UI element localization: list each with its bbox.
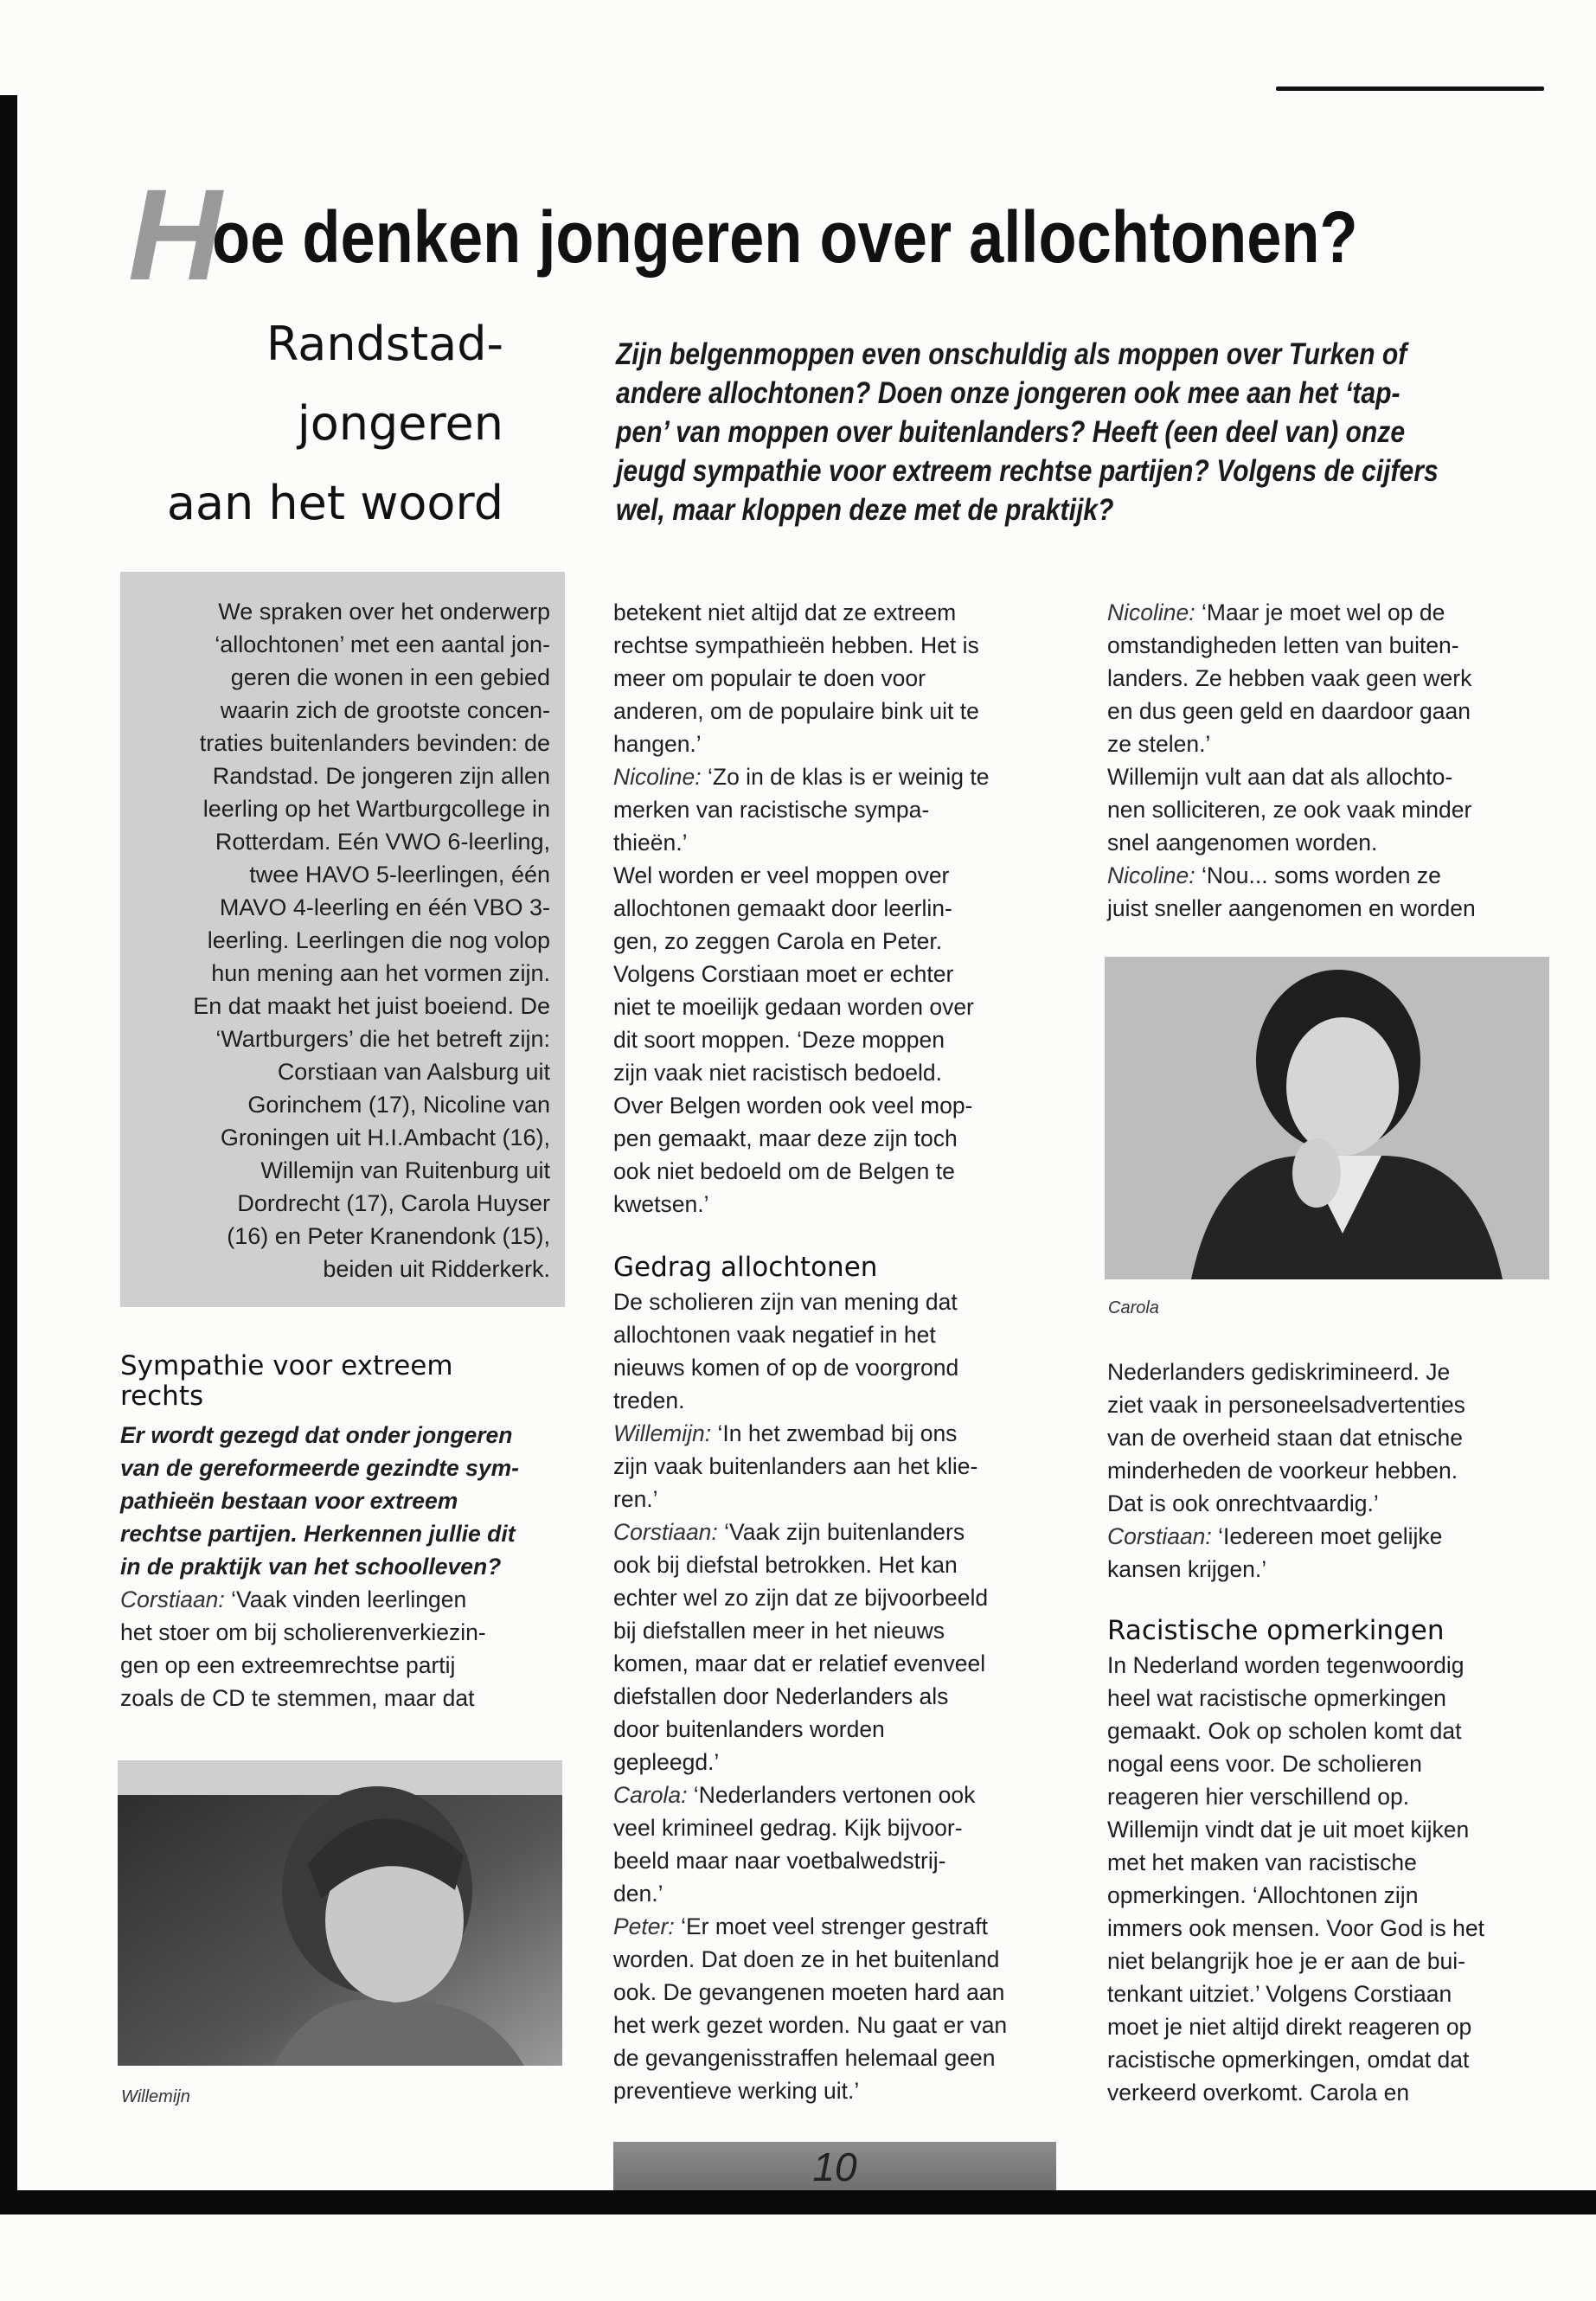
quote-text: ‘Zo in de klas is er weinig te bbox=[701, 764, 990, 790]
top-rule bbox=[1276, 87, 1544, 91]
text-line: racistische opmerkingen, omdat dat bbox=[1107, 2047, 1470, 2073]
speaker-name: Carola: bbox=[613, 1782, 688, 1808]
page-title: oe denken jongeren over allochtonen? bbox=[212, 196, 1358, 278]
text-line: Willemijn van Ruitenburg uit bbox=[260, 1157, 550, 1183]
photo-willemijn bbox=[118, 1760, 562, 2066]
quote-text: ‘Nou... soms worden ze bbox=[1195, 862, 1441, 888]
text-line bbox=[120, 1583, 486, 1616]
text-line: Dordrecht (17), Carola Huyser bbox=[237, 1190, 550, 1216]
heading-sympathie bbox=[120, 1351, 453, 1412]
text-line bbox=[1107, 1520, 1465, 1553]
scan-border-bottom bbox=[0, 2190, 1596, 2214]
text-line: wel, maar kloppen deze met de praktijk? bbox=[616, 493, 1114, 527]
text-line: kwetsen.’ bbox=[613, 1191, 709, 1217]
text-line: niet te moeilijk gedaan worden over bbox=[613, 994, 974, 1020]
text-line: ze stelen.’ bbox=[1107, 731, 1211, 757]
subtitle-line: Randstad- bbox=[266, 317, 503, 371]
text-line bbox=[1107, 859, 1476, 892]
text-line: Gorinchem (17), Nicoline van bbox=[247, 1092, 550, 1118]
text-line: merken van racistische sympa- bbox=[613, 797, 930, 823]
text-line: Willemijn vindt dat je uit moet kijken bbox=[1107, 1817, 1470, 1843]
text-line: We spraken over het onderwerp bbox=[218, 599, 550, 625]
text-line: ook bij diefstal betrokken. Het kan bbox=[613, 1552, 958, 1578]
quote-text: ‘Vaak zijn buitenlanders bbox=[717, 1519, 965, 1545]
interview-question bbox=[120, 1419, 519, 1583]
right-body bbox=[1107, 1649, 1484, 2109]
text-line: verkeerd overkomt. Carola en bbox=[1107, 2080, 1410, 2106]
text-line: Rotterdam. Eén VWO 6-leerling, bbox=[215, 829, 550, 855]
text-line: nieuws komen of op de voorgrond bbox=[613, 1355, 959, 1381]
text-line: gen, zo zeggen Carola en Peter. bbox=[613, 928, 943, 954]
text-line: bij diefstallen meer in het nieuws bbox=[613, 1618, 945, 1644]
text-line: moet je niet altijd direkt reageren op bbox=[1107, 2014, 1472, 2040]
text-line bbox=[613, 760, 990, 793]
text-line: ‘Wartburgers’ die het betreft zijn: bbox=[215, 1026, 550, 1052]
text-line bbox=[613, 1910, 1007, 1943]
text-line: En dat maakt het juist boeiend. De bbox=[193, 993, 550, 1019]
text-line: heel wat racistische opmerkingen bbox=[1107, 1685, 1446, 1711]
text-line: door buitenlanders worden bbox=[613, 1716, 885, 1742]
right-mid-body bbox=[1107, 1356, 1465, 1586]
text-line: ook niet bedoeld om de Belgen te bbox=[613, 1158, 955, 1184]
text-line: jeugd sympathie voor extreem rechtse partijen? Volgens de cijfers bbox=[616, 454, 1439, 488]
info-box-text bbox=[120, 595, 550, 1285]
text-line: dit soort moppen. ‘Deze moppen bbox=[613, 1027, 945, 1053]
text-line: ‘allochtonen’ met een aantal jon- bbox=[215, 631, 550, 657]
text-line: juist sneller aangenomen en worden bbox=[1107, 895, 1476, 921]
text-line: andere allochtonen? Doen onze jongeren ook mee aan het ‘tap- bbox=[616, 376, 1401, 410]
text-line: Wel worden er veel moppen over bbox=[613, 862, 950, 888]
text-line: Er wordt gezegd dat onder jongeren bbox=[120, 1422, 513, 1448]
text-line: nogal eens voor. De scholieren bbox=[1107, 1751, 1422, 1777]
quote-text: ‘Er moet veel strenger gestraft bbox=[674, 1913, 989, 1939]
speaker-name: Nicoline: bbox=[1107, 599, 1195, 625]
text-line bbox=[1107, 596, 1476, 629]
quote-text: ‘Nederlanders vertonen ook bbox=[687, 1782, 976, 1808]
text-line: het stoer om bij scholierenverkiezin- bbox=[120, 1619, 486, 1645]
speaker-name: Willemijn: bbox=[613, 1420, 712, 1446]
right-top-body bbox=[1107, 596, 1476, 925]
heading-line: Sympathie voor extreem bbox=[120, 1350, 453, 1381]
text-line: beeld maar naar voetbalwedstrij- bbox=[613, 1848, 946, 1874]
text-line: kansen krijgen.’ bbox=[1107, 1556, 1267, 1582]
text-line: in de praktijk van het schoolleven? bbox=[120, 1554, 502, 1580]
title-initial: H bbox=[128, 162, 222, 307]
subtitle bbox=[87, 304, 503, 543]
text-line: Willemijn vult aan dat als allochto- bbox=[1107, 764, 1453, 790]
heading-line: rechts bbox=[120, 1381, 204, 1412]
text-line: tenkant uitziet.’ Volgens Corstiaan bbox=[1107, 1981, 1452, 2007]
middle-body bbox=[613, 1285, 1007, 2107]
text-line: De scholieren zijn van mening dat bbox=[613, 1289, 958, 1315]
text-line: preventieve werking uit.’ bbox=[613, 2078, 860, 2104]
text-line: treden. bbox=[613, 1388, 685, 1413]
page-number: 10 bbox=[812, 2144, 857, 2189]
text-line: twee HAVO 5-leerlingen, één bbox=[249, 862, 550, 888]
text-line: MAVO 4-leerling en één VBO 3- bbox=[219, 894, 550, 920]
text-line: de gevangenisstraffen helemaal geen bbox=[613, 2045, 996, 2071]
text-line: (16) en Peter Kranendonk (15), bbox=[227, 1223, 550, 1249]
text-line: komen, maar dat er relatief evenveel bbox=[613, 1650, 986, 1676]
text-line: leerling op het Wartburgcollege in bbox=[202, 796, 550, 822]
text-line: omstandigheden letten van buiten- bbox=[1107, 632, 1459, 658]
text-line: met het maken van racistische bbox=[1107, 1849, 1417, 1875]
text-line: pen gemaakt, maar deze zijn toch bbox=[613, 1125, 958, 1151]
text-line: Nederlanders gediskrimineerd. Je bbox=[1107, 1359, 1451, 1385]
text-line: ren.’ bbox=[613, 1486, 658, 1512]
text-line: anderen, om de populaire bink uit te bbox=[613, 698, 979, 724]
text-line: rechtse partijen. Herkennen jullie dit bbox=[120, 1521, 516, 1547]
middle-top-body bbox=[613, 596, 990, 1221]
text-line bbox=[613, 1516, 1007, 1548]
text-line: meer om populair te doen voor bbox=[613, 665, 926, 691]
text-line: van de gereformeerde gezindte sym- bbox=[120, 1455, 519, 1481]
text-line: geren die wonen in een gebied bbox=[230, 664, 550, 690]
text-line: Corstiaan van Aalsburg uit bbox=[277, 1059, 550, 1085]
speaker-name: Nicoline: bbox=[1107, 862, 1195, 888]
text-line: Over Belgen worden ook veel mop- bbox=[613, 1093, 973, 1118]
text-line: hangen.’ bbox=[613, 731, 702, 757]
text-line: beiden uit Ridderkerk. bbox=[323, 1256, 550, 1282]
text-line: niet belangrijk hoe je er aan de bui- bbox=[1107, 1948, 1465, 1974]
text-line bbox=[613, 1779, 1007, 1811]
text-line: reageren hier verschillend op. bbox=[1107, 1784, 1410, 1810]
text-line: landers. Ze hebben vaak geen werk bbox=[1107, 665, 1472, 691]
scan-border-left bbox=[0, 95, 17, 2214]
subtitle-line: aan het woord bbox=[166, 476, 503, 530]
text-line bbox=[613, 1417, 1007, 1450]
text-line: nen solliciteren, ze ook vaak minder bbox=[1107, 797, 1472, 823]
text-line: leerling. Leerlingen die nog volop bbox=[207, 927, 550, 953]
text-line: gen op een extreemrechtse partij bbox=[120, 1652, 456, 1678]
text-line: betekent niet altijd dat ze extreem bbox=[613, 599, 957, 625]
text-line: Dat is ook onrechtvaardig.’ bbox=[1107, 1490, 1379, 1516]
text-line: Randstad. De jongeren zijn allen bbox=[212, 763, 550, 789]
intro-paragraph bbox=[616, 335, 1439, 529]
speaker-name: Peter: bbox=[613, 1913, 675, 1939]
subtitle-line: jongeren bbox=[297, 396, 503, 451]
text-line: veel krimineel gedrag. Kijk bijvoor- bbox=[613, 1815, 963, 1841]
photo-carola bbox=[1105, 957, 1549, 1279]
text-line: ziet vaak in personeelsadvertenties bbox=[1107, 1392, 1465, 1418]
text-line: Zijn belgenmoppen even onschuldig als moppen over Turken of bbox=[616, 337, 1407, 371]
quote-text: ‘Maar je moet wel op de bbox=[1195, 599, 1445, 625]
text-line: opmerkingen. ‘Allochtonen zijn bbox=[1107, 1882, 1419, 1908]
text-line: gepleegd.’ bbox=[613, 1749, 720, 1775]
photo-caption: Willemijn bbox=[121, 2087, 190, 2106]
text-line: gemaakt. Ook op scholen komt dat bbox=[1107, 1718, 1462, 1744]
text-line: pen’ van moppen over buitenlanders? Heeft (een deel van) onze bbox=[616, 415, 1406, 449]
quote-text: ‘Iedereen moet gelijke bbox=[1211, 1523, 1443, 1549]
text-line: allochtonen vaak negatief in het bbox=[613, 1322, 936, 1348]
text-line: echter wel zo zijn dat ze bijvoorbeeld bbox=[613, 1585, 989, 1611]
text-line: In Nederland worden tegenwoordig bbox=[1107, 1652, 1465, 1678]
speaker-name: Nicoline: bbox=[613, 764, 702, 790]
text-line: worden. Dat doen ze in het buitenland bbox=[613, 1946, 1000, 1972]
text-line: en dus geen geld en daardoor gaan bbox=[1107, 698, 1471, 724]
text-line: Groningen uit H.I.Ambacht (16), bbox=[220, 1125, 550, 1150]
text-line: pathieën bestaan voor extreem bbox=[120, 1488, 458, 1514]
text-line: traties buitenlanders bevinden: de bbox=[199, 730, 550, 756]
text-line: het werk gezet worden. Nu gaat er van bbox=[613, 2012, 1008, 2038]
photo-caption: Carola bbox=[1108, 1298, 1159, 1317]
text-line: rechtse sympathieën hebben. Het is bbox=[613, 632, 979, 658]
left-body bbox=[120, 1583, 486, 1715]
text-line: zijn vaak buitenlanders aan het klie- bbox=[613, 1453, 978, 1479]
text-line: zoals de CD te stemmen, maar dat bbox=[120, 1685, 475, 1711]
text-line: thieën.’ bbox=[613, 830, 688, 856]
text-line: den.’ bbox=[613, 1881, 663, 1907]
speaker-name: Corstiaan: bbox=[1107, 1523, 1212, 1549]
heading-gedrag: Gedrag allochtonen bbox=[613, 1252, 878, 1283]
quote-text: ‘Vaak vinden leerlingen bbox=[224, 1586, 467, 1612]
text-line: Volgens Corstiaan moet er echter bbox=[613, 961, 954, 987]
text-line: hun mening aan het vormen zijn. bbox=[211, 960, 550, 986]
speaker-name: Corstiaan: bbox=[120, 1586, 225, 1612]
heading-racistische: Racistische opmerkingen bbox=[1107, 1615, 1445, 1646]
text-line: zijn vaak niet racistisch bedoeld. bbox=[613, 1060, 943, 1086]
text-line: ook. De gevangenen moeten hard aan bbox=[613, 1979, 1005, 2005]
quote-text: ‘In het zwembad bij ons bbox=[711, 1420, 958, 1446]
text-line: minderheden de voorkeur hebben. bbox=[1107, 1458, 1458, 1484]
text-line: snel aangenomen worden. bbox=[1107, 830, 1378, 856]
text-line: immers ook mensen. Voor God is het bbox=[1107, 1915, 1484, 1941]
speaker-name: Corstiaan: bbox=[613, 1519, 718, 1545]
text-line: van de overheid staan dat etnische bbox=[1107, 1425, 1464, 1451]
text-line: allochtonen gemaakt door leerlin- bbox=[613, 895, 952, 921]
text-line: diefstallen door Nederlanders als bbox=[613, 1683, 949, 1709]
text-line: waarin zich de grootste concen- bbox=[220, 697, 550, 723]
